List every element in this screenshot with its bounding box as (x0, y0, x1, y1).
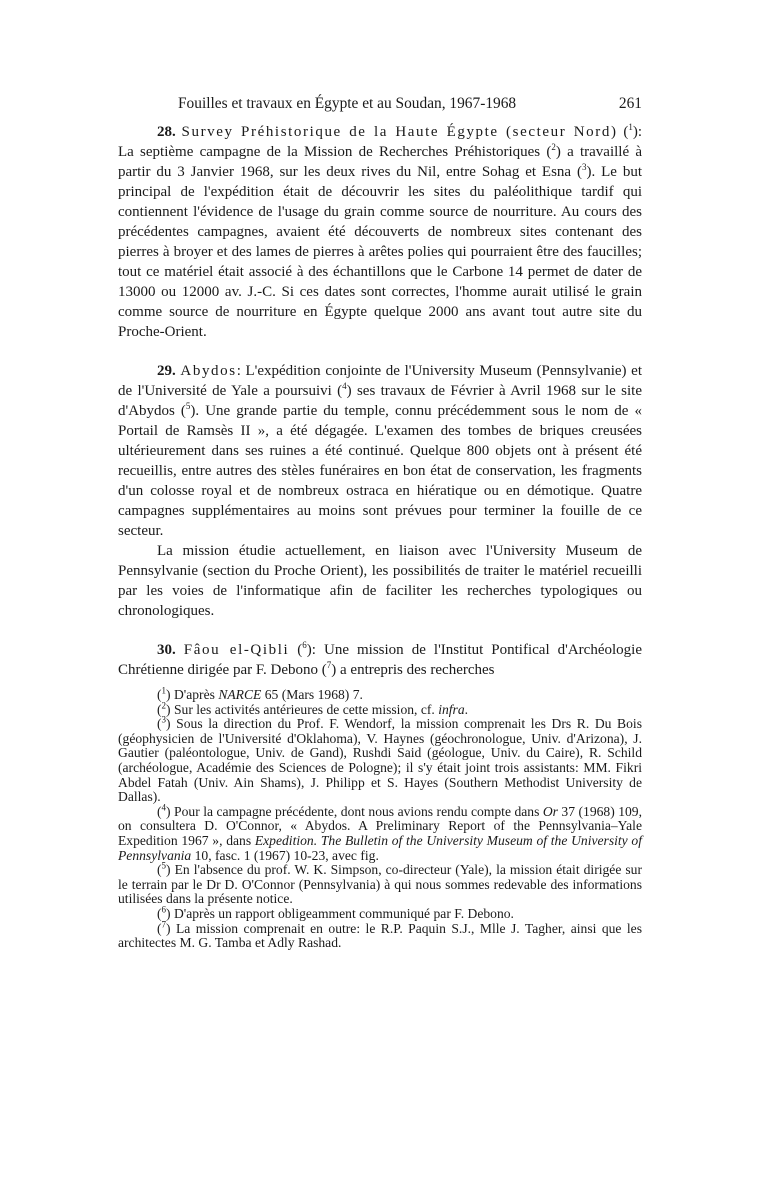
footnote-italic: Expedition. The Bulletin of the University Museum of the University of Pennsylvania (118, 832, 643, 863)
footnote-ref: 7 (326, 660, 332, 670)
main-text (118, 122, 642, 680)
section-30-paragraph: 30. Fâou el-Qibli ($^6$): Une mission de l'Institut Pontifical d'Archéologie Chrétienne dirigée par F. Debono ($^7$) a entrepris des recherches (118, 640, 642, 678)
footnote-mark: 2 (161, 700, 167, 711)
footnote-ref: 5 (185, 401, 191, 411)
paragraph-text: : Une mission de l'Institut Pontifical d'Archéologie Chrétienne dirigée par F. Debono (118, 642, 642, 678)
footnote-text: Pour la campagne précédente, dont nous avions rendu compte dans (170, 803, 543, 819)
footnote-text: Sous la direction du Prof. F. Wendorf, la mission comprenait les Drs R. Du Bois (géophysicien de l'Université d'Oklahoma), V. Haynes (géochronologue, Univ. d'Arizona), J. Gautier (paléontologue, Univ. de Gand), Rushdi Said (géologue, Univ. du Caire), R. Schild (archéologue, Académie des Sciences de Pologne); il s'y était joint trois assistants: MM. Fikri Abdel Fatah (Univ. Ain Shams), J. Philipp et S. Hayes (Southern Methodist University de Dallas). (118, 716, 642, 805)
footnote-ref: 2 (551, 142, 556, 152)
footnote-6: ($^6$) D'après un rapport obligeamment communiqué par F. Debono. (157, 904, 514, 921)
section-title: Abydos (180, 363, 237, 379)
footnote-text: 10, fasc. 1 (1967) 10-23, avec fig. (191, 847, 379, 863)
footnote-text: 37 (1968) 109, on consultera D. O'Connor, « Abydos. A Preliminary Report of the Pennsylvania–Yale Expedition 1967 », dans (118, 803, 642, 848)
running-title: Fouilles et travaux en Égypte et au Soudan, 1967-1968 (178, 95, 517, 112)
paragraph-text: ses travaux de Février à Avril 1968 sur le site d'Abydos (118, 383, 642, 419)
footnote-mark: 7 (161, 918, 167, 929)
footnote-mark: 3 (161, 714, 167, 725)
footnote-2: ($^2$) Sur les activités antérieures de cette mission, cf. infra. (157, 700, 469, 717)
section-title: Fâou el-Qibli (183, 642, 290, 658)
section-number: 28. (157, 124, 176, 140)
footnote-mark: 6 (161, 904, 167, 915)
footnote-ref: 6 (302, 640, 307, 650)
paragraph-text: . Le but principal de l'expédition était de découvrir les sites du paléolithique tardif qui contiennent l'évidence de l'usage du grain comme source de nourriture. Au cours des précédentes campagnes, avaient été découverts de nombreux sites contenant des pierres à broyer et des lames de pierres à arêtes polies qui pourraient être des faucilles; tout ce matériel était associé à des échantillons que le Carbone 14 permet de dater de 13000 ou 12000 av. J.-C. Si ces dates sont correctes, l'homme aurait utilisé le grain comme source de nourriture en Égypte quelque 2000 ans avant tout autre site du Proche-Orient. (118, 164, 642, 340)
footnote-italic: NARCE (218, 687, 262, 702)
paragraph-text: a entrepris des recherches (336, 662, 495, 678)
section-title: Survey Préhistorique de la Haute Égypte (secteur Nord) (181, 124, 618, 140)
section-number: 29. (157, 363, 176, 379)
footnote-text: D'après un rapport obligeamment communiqué par F. Debono. (170, 905, 514, 921)
footnote-text: Sur les activités antérieures de cette mission, cf. (170, 701, 439, 717)
footnote-ref: 1 (628, 122, 633, 132)
page-number: 261 (618, 95, 642, 112)
paragraph-text: : La septième campagne de la Mission de Recherches Préhistoriques (118, 124, 643, 160)
footnote-3: ($^3$) Sous la direction du Prof. F. Wendorf, la mission comprenait les Drs R. Du Bois (géophysicien de l'Université d'Oklahoma), V. Haynes (géochronologue, Univ. d'Arizona), J. Gautier (paléontologue, Univ. de Gand), Rushdi Said (géologue, Univ. du Caire), R. Schild (archéologue, Académie des Sciences de Pologne); il s'y était joint trois assistants: MM. Fikri Abdel Fatah (Univ. Ain Shams), J. Philipp et S. Hayes (Southern Methodist University de Dallas). (118, 714, 642, 805)
footnote-text: La mission comprenait en outre: le R.P. Paquin S.J., Mlle J. Tagher, ainsi que les architectes M. G. Tamba et Adly Rashad. (118, 920, 642, 951)
section-28-paragraph: 28. Survey Préhistorique de la Haute Égypte (secteur Nord) ($^1$): La septième campagne de la Mission de Recherches Préhistoriques ($^2$) a travaillé à partir du 3 Janvier 1968, sur les deux rives du Nil, entre Sohag et Esna ($^3$). Le but principal de l'expédition était de découvrir les sites du paléolithique tardif qui contiennent l'évidence de l'usage du grain comme source de nourriture. Au cours des précédentes campagnes, avaient été découverts de nombreux sites contenant des pierres à broyer et des lames de pierres à arêtes polies qui pourraient être des faucilles; tout ce matériel était associé à des échantillons que le Carbone 14 permet de dater de 13000 ou 12000 av. J.-C. Si ces dates sont correctes, l'homme aurait utilisé le grain comme source de nourriture en Égypte quelque 2000 ans avant tout autre site du Proche-Orient. (118, 122, 643, 340)
footnote-text: En l'absence du prof. W. K. Simpson, co-directeur (Yale), la mission était dirigée sur le terrain par le Dr D. O'Connor (Pennsylvania) à qui nous sommes redevable des informations utilisées dans la présente notice. (118, 862, 642, 907)
section-29-paragraph-2: La mission étudie actuellement, en liaison avec l'University Museum de Pennsylvanie (section du Proche Orient), les possibilités de traiter le matériel recueilli par les voies de l'informatique afin de faciliter les recherches typologiques ou chronologiques. (118, 543, 642, 619)
paragraph-text: . Une grande partie du temple, connu précédemment sous le nom de « Portail de Ramsès II », a été dégagée. L'examen des tombes de briques creusées ultérieurement dans ses ruines a été continué. Quelque 800 objets ont à présent été recueillis, entre autres des stèles funéraires en bon état de conservation, les fragments d'un colosse royal et de nombreux ostraca en hiératique ou en démotique. Quatre campagnes supplémentaires au moins sont prévues pour terminer la fouille de ce secteur. (118, 403, 642, 539)
footnote-text: . (464, 701, 469, 717)
footnote-1: ($^1$) D'après NARCE 65 (Mars 1968) 7. (157, 685, 363, 702)
footnote-4: ($^4$) Pour la campagne précédente, dont nous avions rendu compte dans Or 37 (1968) 109, on consultera D. O'Connor, « Abydos. A Preliminary Report of the Pennsylvania–Yale Expedition 1967 », dans Expedition. The Bulletin of the University Museum of the University of Pennsylvania 10, fasc. 1 (1967) 10-23, avec fig. (118, 802, 643, 863)
footnote-text: D'après (170, 687, 219, 702)
footnote-italic: infra (438, 701, 465, 717)
footnote-5: ($^5$) En l'absence du prof. W. K. Simpson, co-directeur (Yale), la mission était dirigée sur le terrain par le Dr D. O'Connor (Pennsylvania) à qui nous sommes redevable des informations utilisées dans la présente notice. (118, 860, 642, 907)
paragraph-text: : L'expédition conjointe de l'University Museum (Pennsylvanie) et de l'Université de Yale a poursuivi (118, 363, 643, 399)
footnote-text: 65 (Mars 1968) 7. (261, 687, 363, 702)
footnote-7: ($^7$) La mission comprenait en outre: le R.P. Paquin S.J., Mlle J. Tagher, ainsi que les architectes M. G. Tamba et Adly Rashad. (118, 918, 642, 951)
footnote-ref: 3 (581, 162, 587, 172)
footnote-ref: 4 (342, 381, 347, 391)
footnote-italic: Or (542, 803, 558, 819)
footnote-mark: 4 (161, 802, 167, 813)
footnote-mark: 5 (161, 860, 167, 871)
section-29-paragraph: 29. Abydos: L'expédition conjointe de l'University Museum (Pennsylvanie) et de l'Université de Yale a poursuivi ($^4$) ses travaux de Février à Avril 1968 sur le site d'Abydos ($^5$). Une grande partie du temple, connu précédemment sous le nom de « Portail de Ramsès II », a été dégagée. L'examen des tombes de briques creusées ultérieurement dans ses ruines a été continué. Quelque 800 objets ont à présent été recueillis, entre autres des stèles funéraires en bon état de conservation, les fragments d'un colosse royal et de nombreux ostraca en hiératique ou en démotique. Quatre campagnes supplémentaires au moins sont prévues pour terminer la fouille de ce secteur. (118, 363, 643, 539)
footnote-mark: 1 (161, 685, 167, 696)
section-number: 30. (157, 642, 176, 658)
paragraph-text: a travaillé à partir du 3 Janvier 1968, sur les deux rives du Nil, entre Sohag et Esna (118, 144, 642, 180)
footnotes (118, 685, 643, 951)
